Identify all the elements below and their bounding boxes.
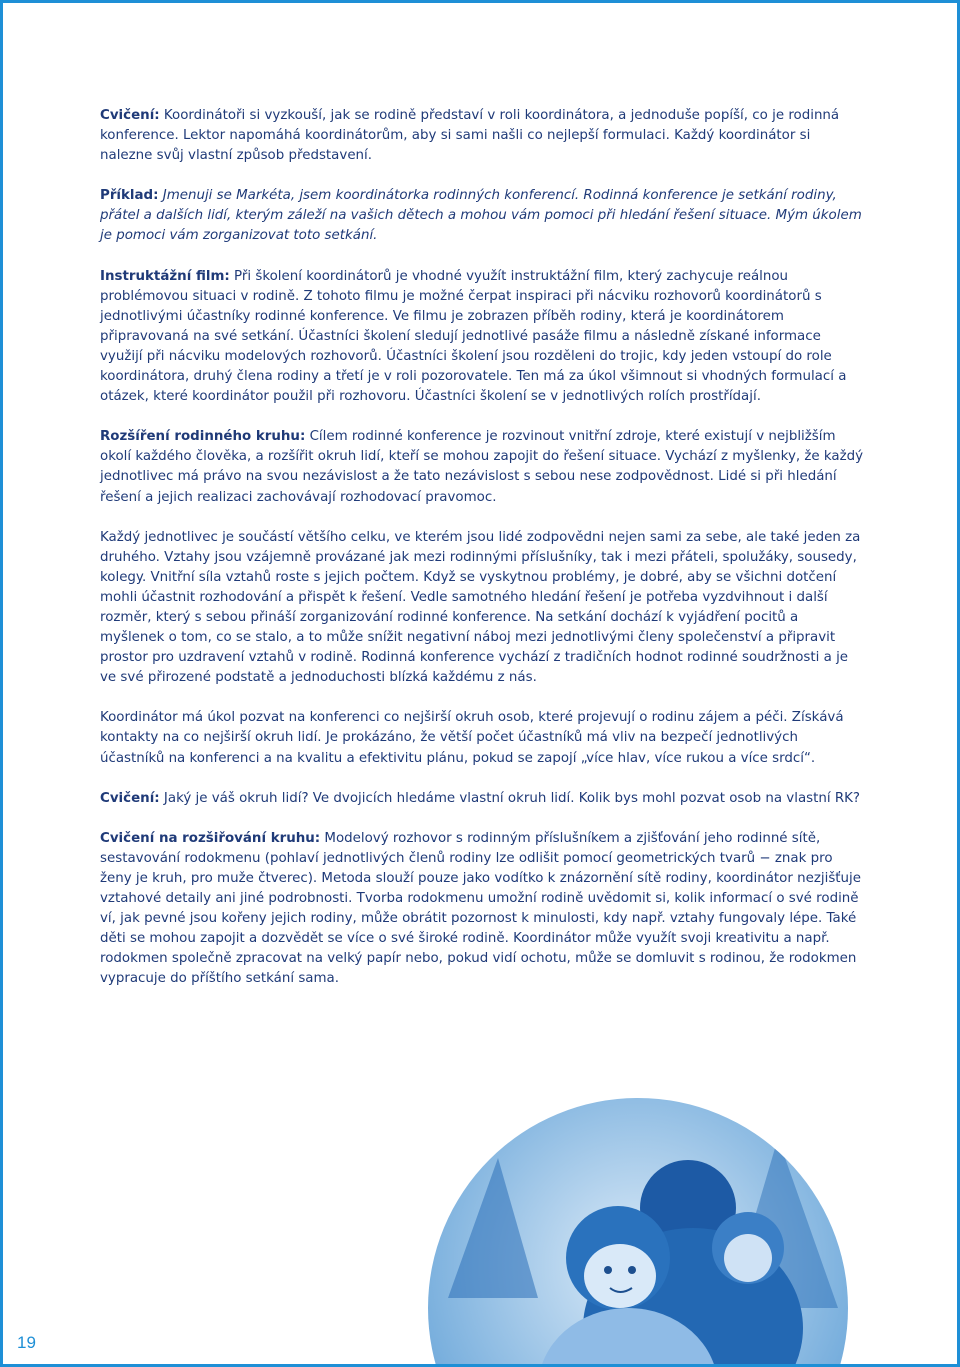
- text-exercise: Koordinátoři si vyzkouší, jak se rodině představí v roli koordinátora, a jednoduše popíší, co je rodinná konference. Lektor napomáhá koordinátorům, aby si sami našli co nejlepší formulaci. Každý koordinátor si nalezne svůj vlastní způsob představení.: [100, 108, 840, 164]
- paragraph-exercise-expand: [100, 829, 864, 990]
- label-film: Instruktážní film:: [100, 268, 230, 284]
- paragraph-film: [100, 267, 864, 408]
- text-film: Při školení koordinátorů je vhodné využít instruktážní film, který zachycuje reálnou problémovou situaci v rodině. Z tohoto filmu je možné čerpat inspiraci při nácviku rozhovorů koordinátorů s jednotlivými účastníky rodinné konference. Ve filmu je zobrazen příběh rodiny, která je koordinátorem připravovaná na své setkání. Účastníci školení sledují jednotlivé pasáže filmu a následně získané informace využijí při nácviku modelových rozhovorů. Účastníci školení jsou rozděleni do trojic, kdy jeden vstoupí do role koordinátora, druhý člena rodiny a třetí je v roli pozorovatele. Ten má za úkol všimnout si vhodných formulací a otázek, které koordinátor použil při rozhovoru. Účastníci školení se v jednotlivých rolích prostřídají.: [100, 268, 847, 405]
- paragraph-example: [100, 186, 864, 246]
- label-exercise: Cvičení:: [100, 108, 160, 123]
- family-sled-photo: [428, 1098, 848, 1367]
- paragraph-individual: Každý jednotlivec je součástí většího celku, ve kterém jsou lidé zodpovědni nejen sami za sebe, ale také jeden za druhého. Vztahy jsou vzájemně provázané jak mezi rodinnými příslušníky, tak i mezi přáteli, spolužáky, sousedy, kolegy. Vnitřní síla vztahů roste s jejich počtem. Když se vyskytnou problémy, je dobré, aby se všichni dotčení mohli účastnit rozhodování a přispět k řešení. Vedle samotného hledání řešení je potřeba vyzdvihnout i další rozměr, který s sebou přináší zorganizování rodinné konference. Na setkání dochází k vyjádření pocitů a myšlenek o tom, co se stalo, a to může snížit negativní náboj mezi jednotlivými členy společenství a připravit prostor pro uzdravení vztahů v rodině. Rodinná konference vychází z tradičních hodnot rodinné soudržnosti a je ve své přirozené podstatě a jednoduchosti blízká každému z nás.: [100, 529, 861, 686]
- label-exercise-expand: Cvičení na rozšiřování kruhu:: [100, 830, 321, 846]
- paragraph-coordinator: Koordinátor má úkol pozvat na konferenci co nejširší okruh osob, které projevují o rodinu zájem a péči. Získává kontakty na co nejširší okruh lidí. Je prokázáno, že větší počet účastníků má vliv na bezpečí jednotlivých účastníků na konferenci a na kvalitu a efektivitu plánu, pokud se zapojí „více hlav, více rukou a více srdcí“.: [100, 710, 844, 766]
- text-exercise-2: Jaký je váš okruh lidí? Ve dvojicích hledáme vlastní okruh lidí. Kolik bys mohl pozvat osob na vlastní RK?: [159, 790, 861, 806]
- page-number: 19: [17, 1333, 36, 1352]
- photo-illustration: [428, 1098, 848, 1367]
- text-example: Jmenuji se Markéta, jsem koordinátorka rodinných konferencí. Rodinná konference je setkání rodiny, přátel a dalších lidí, kterým záleží na vašich dětech a mohou vám pomoci při hledání řešení situace. Mým úkolem je pomoci vám zorganizovat toto setkání.: [100, 188, 862, 244]
- label-example: Příklad:: [100, 188, 159, 204]
- label-exercise-2: Cvičení:: [100, 790, 160, 806]
- body-text: [100, 106, 864, 1009]
- paragraph-circle: [100, 427, 864, 507]
- label-circle: Rozšíření rodinného kruhu:: [100, 429, 306, 445]
- text-exercise-expand: Modelový rozhovor s rodinným příslušníkem a zjišťování jeho rodinné sítě, sestavování rodokmenu (pohlaví jednotlivých členů rodiny lze odlišit pomocí geometrických tvarů − znak pro ženy je kruh, pro muže čtverec). Metoda slouží pouze jako vodítko k znázornění sítě rodiny, koordinátor nezjišťuje vztahové detaily ani jiné podrobnosti. Tvorba rodokmenu umožní rodině uvědomit si, kolik informací o své rodině ví, jak pevné jsou kořeny jejich rodiny, může obrátit pozornost k minulosti, kdy např. vztahy fungovaly lépe. Také děti se mohou zapojit a dozvědět se více o své široké rodině. Koordinátor může využít svoji kreativitu a např. rodokmen společně zpracovat na velký papír nebo, pokud vidí ochotu, může se domluvit s rodinou, že rodokmen vypracuje do příštího setkání sama.: [100, 830, 862, 987]
- text-circle: Cílem rodinné konference je rozvinout vnitřní zdroje, které existují v nejbližším okolí každého člověka, a rozšířit okruh lidí, kteří se mohou zapojit do řešení situace. Vychází z myšlenky, že každý jednotlivec má právo na svou nezávislost a že tato nezávislost s sebou nese zodpovědnost. Lidé si při hledání řešení a jejich realizaci zachovávají rozhodovací pravomoc.: [100, 429, 864, 505]
- paragraph-exercise-circle: [100, 789, 864, 809]
- paragraph-exercise-intro: [100, 106, 864, 166]
